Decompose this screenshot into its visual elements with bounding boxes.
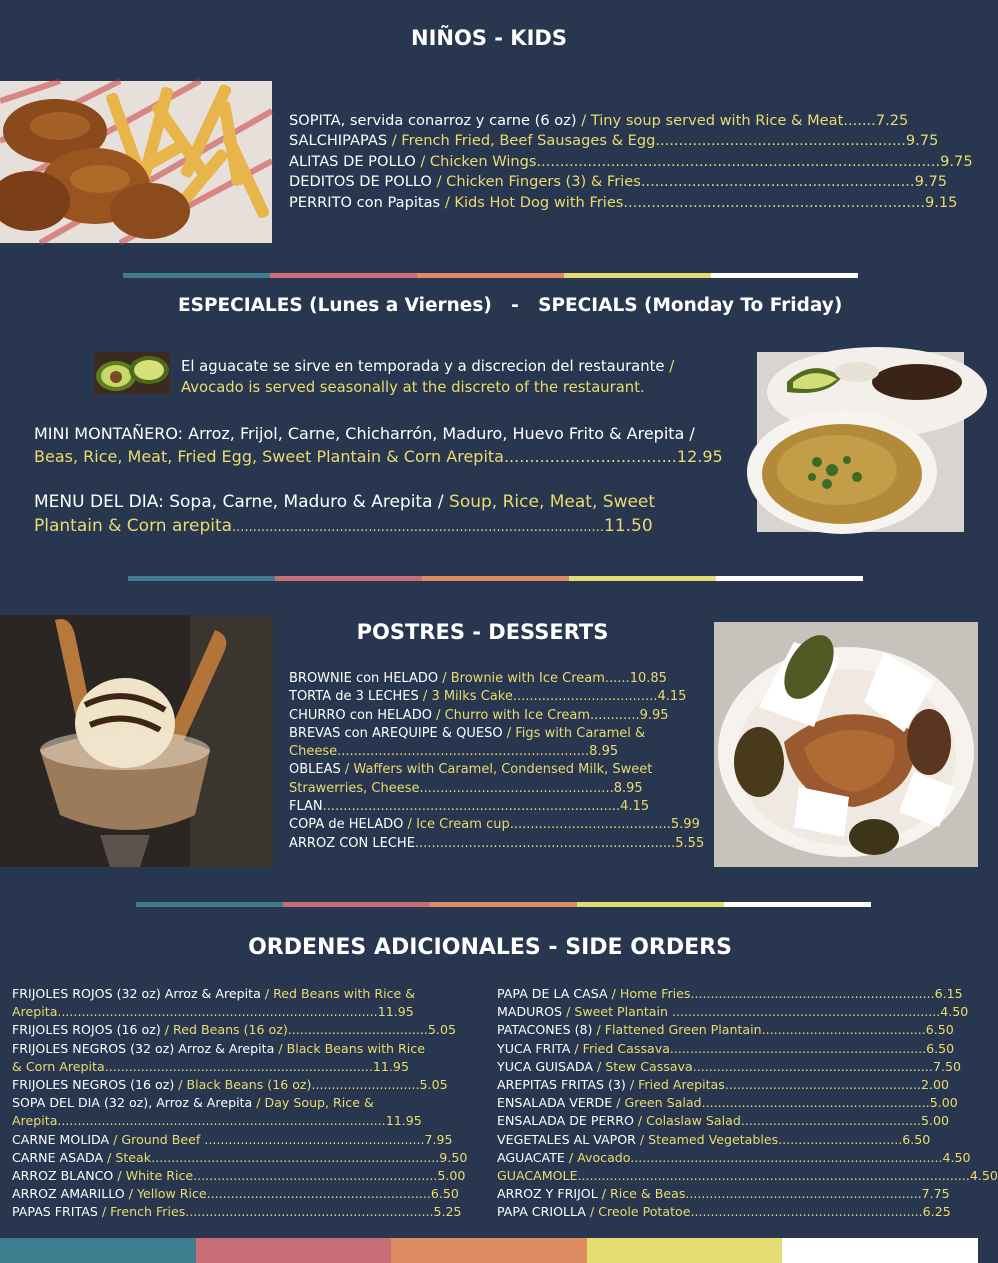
list-item: FRIJOLES ROJOS (32 oz) Arroz & Arepita / Red Beans with Rice & Arepita................................................................................11.95 [12,986,416,1020]
avocado-note: El aguacate se sirve en temporada y a discrecion del restaurante / Avocado is served seasonally at the discreto of the restaurant. [181,358,675,396]
list-item: ARROZ BLANCO / White Rice.............................................................5.00 [12,1168,466,1184]
specials-title: ESPECIALES (Lunes a Viernes) - SPECIALS (Monday To Friday) [178,295,843,316]
list-item: PAPA DE LA CASA / Home Fries.............................................................6.15 [497,986,963,1001]
list-item: PAPAS FRITAS / French Fries..............................................................5.25 [12,1204,462,1220]
list-item: GUACAMOLE..................................................................................................4.50 [497,1168,998,1184]
sides-right-list [497,985,998,1222]
list-item: PERRITO con Papitas / Kids Hot Dog with Fries.................................................................9.15 [289,193,958,211]
sides-left-list [12,985,477,1222]
list-item: CARNE ASADA / Steak........................................................................9.50 [12,1149,468,1165]
list-item: SOPITA, servida conarroz y carne (6 oz) / Tiny soup served with Rice & Meat.......7.25 [289,112,909,129]
list-item: SALCHIPAPAS / French Fried, Beef Sausages & Egg......................................................9.75 [289,132,939,150]
list-item: MINI MONTAÑERO: Arroz, Frijol, Carne, Chicharrón, Maduro, Huevo Frito & Arepita / Beas, Rice, Meat, Fried Egg, Sweet Plantain & Corn Arepita..................................12.95 [34,424,723,466]
list-item: PATACONES (8) / Flattened Green Plantain.........................................6.50 [497,1022,954,1038]
list-item: CHURRO con HELADO / Churro with Ice Cream............9.95 [289,707,669,723]
list-item: ARROZ CON LECHE...............................................................5.55 [289,835,705,851]
list-item: MENU DEL DIA: Sopa, Carne, Maduro & Arepita / Soup, Rice, Meat, Sweet Plantain & Corn arepita..........................................................................................11.50 [34,492,656,536]
list-item: FRIJOLES ROJOS (16 oz) / Red Beans (16 oz)...................................5.05 [12,1022,456,1038]
list-item: FRIJOLES NEGROS (16 oz) / Black Beans (16 oz)...........................5.05 [12,1077,448,1093]
list-item: CARNE MOLIDA / Ground Beef .......................................................7.95 [12,1131,453,1147]
list-item: FRIJOLES NEGROS (32 oz) Arroz & Arepita / Black Beans with Rice & Corn Arepita...................................................................11.95 [12,1040,425,1074]
avocado-photo [94,352,170,394]
list-item: MADUROS / Sweet Plantain ...................................................................4.50 [497,1004,969,1020]
list-item: VEGETALES AL VAPOR / Steamed Vegetables...............................6.50 [497,1131,931,1147]
list-item: DEDITOS DE POLLO / Chicken Fingers (3) & Fries...........................................................9.75 [289,173,948,191]
list-item: TORTA de 3 LECHES / 3 Milks Cake...................................4.15 [289,689,687,705]
figs-cheese-photo [714,622,978,867]
kids-menu-list [289,111,973,213]
kids-title: NIÑOS - KIDS [411,26,567,50]
divider-stripe [128,576,863,581]
list-item: ARROZ Y FRIJOL / Rice & Beas...........................................................7.75 [497,1186,950,1202]
footer-stripe [0,1238,978,1263]
specials-menu-list [34,422,734,540]
list-item: ENSALADA VERDE / Green Salad.........................................................5.00 [497,1095,958,1111]
list-item: AGUACATE / Avocado..............................................................................4.50 [497,1149,971,1165]
list-item: AREPITAS FRITAS (3) / Fried Arepitas.................................................2.00 [497,1077,950,1093]
list-item: ALITAS DE POLLO / Chicken Wings.......................................................................................9.75 [289,152,973,170]
ice-cream-churro-photo [0,615,273,867]
list-item: BROWNIE con HELADO / Brownie with Ice Cream......10.85 [289,671,667,686]
list-item: OBLEAS / Waffers with Caramel, Condensed Milk, Sweet Strawerries, Cheese...............................................8.95 [289,762,653,796]
list-item: YUCA GUISADA / Stew Cassava............................................................7.50 [497,1058,961,1074]
sides-title: ORDENES ADICIONALES - SIDE ORDERS [248,935,732,960]
list-item: PAPA CRIOLLA / Creole Potatoe..........................................................6.25 [497,1204,951,1220]
list-item: ARROZ AMARILLO / Yellow Rice........................................................6.50 [12,1186,459,1202]
list-item: ENSALADA DE PERRO / Colaslaw Salad.............................................5.00 [497,1113,950,1129]
list-item: COPA de HELADO / Ice Cream cup.......................................5.99 [289,817,700,833]
divider-stripe [123,273,858,278]
list-item: BREVAS con AREQUIPE & QUESO / Figs with Caramel & Cheese.............................................................8.95 [289,725,646,760]
list-item: FLAN........................................................................4.15 [289,799,650,815]
list-item: SOPA DEL DIA (32 oz), Arroz & Arepita / Day Soup, Rice & Arepita..................................................................................11.95 [12,1095,422,1129]
wings-fries-photo [0,81,272,243]
divider-stripe [136,902,871,907]
soup-plate-photo [757,352,964,532]
list-item: YUCA FRITA / Fried Cassava................................................................6.50 [497,1040,955,1056]
desserts-title: POSTRES - DESSERTS [356,620,609,644]
desserts-menu-list [289,670,705,853]
